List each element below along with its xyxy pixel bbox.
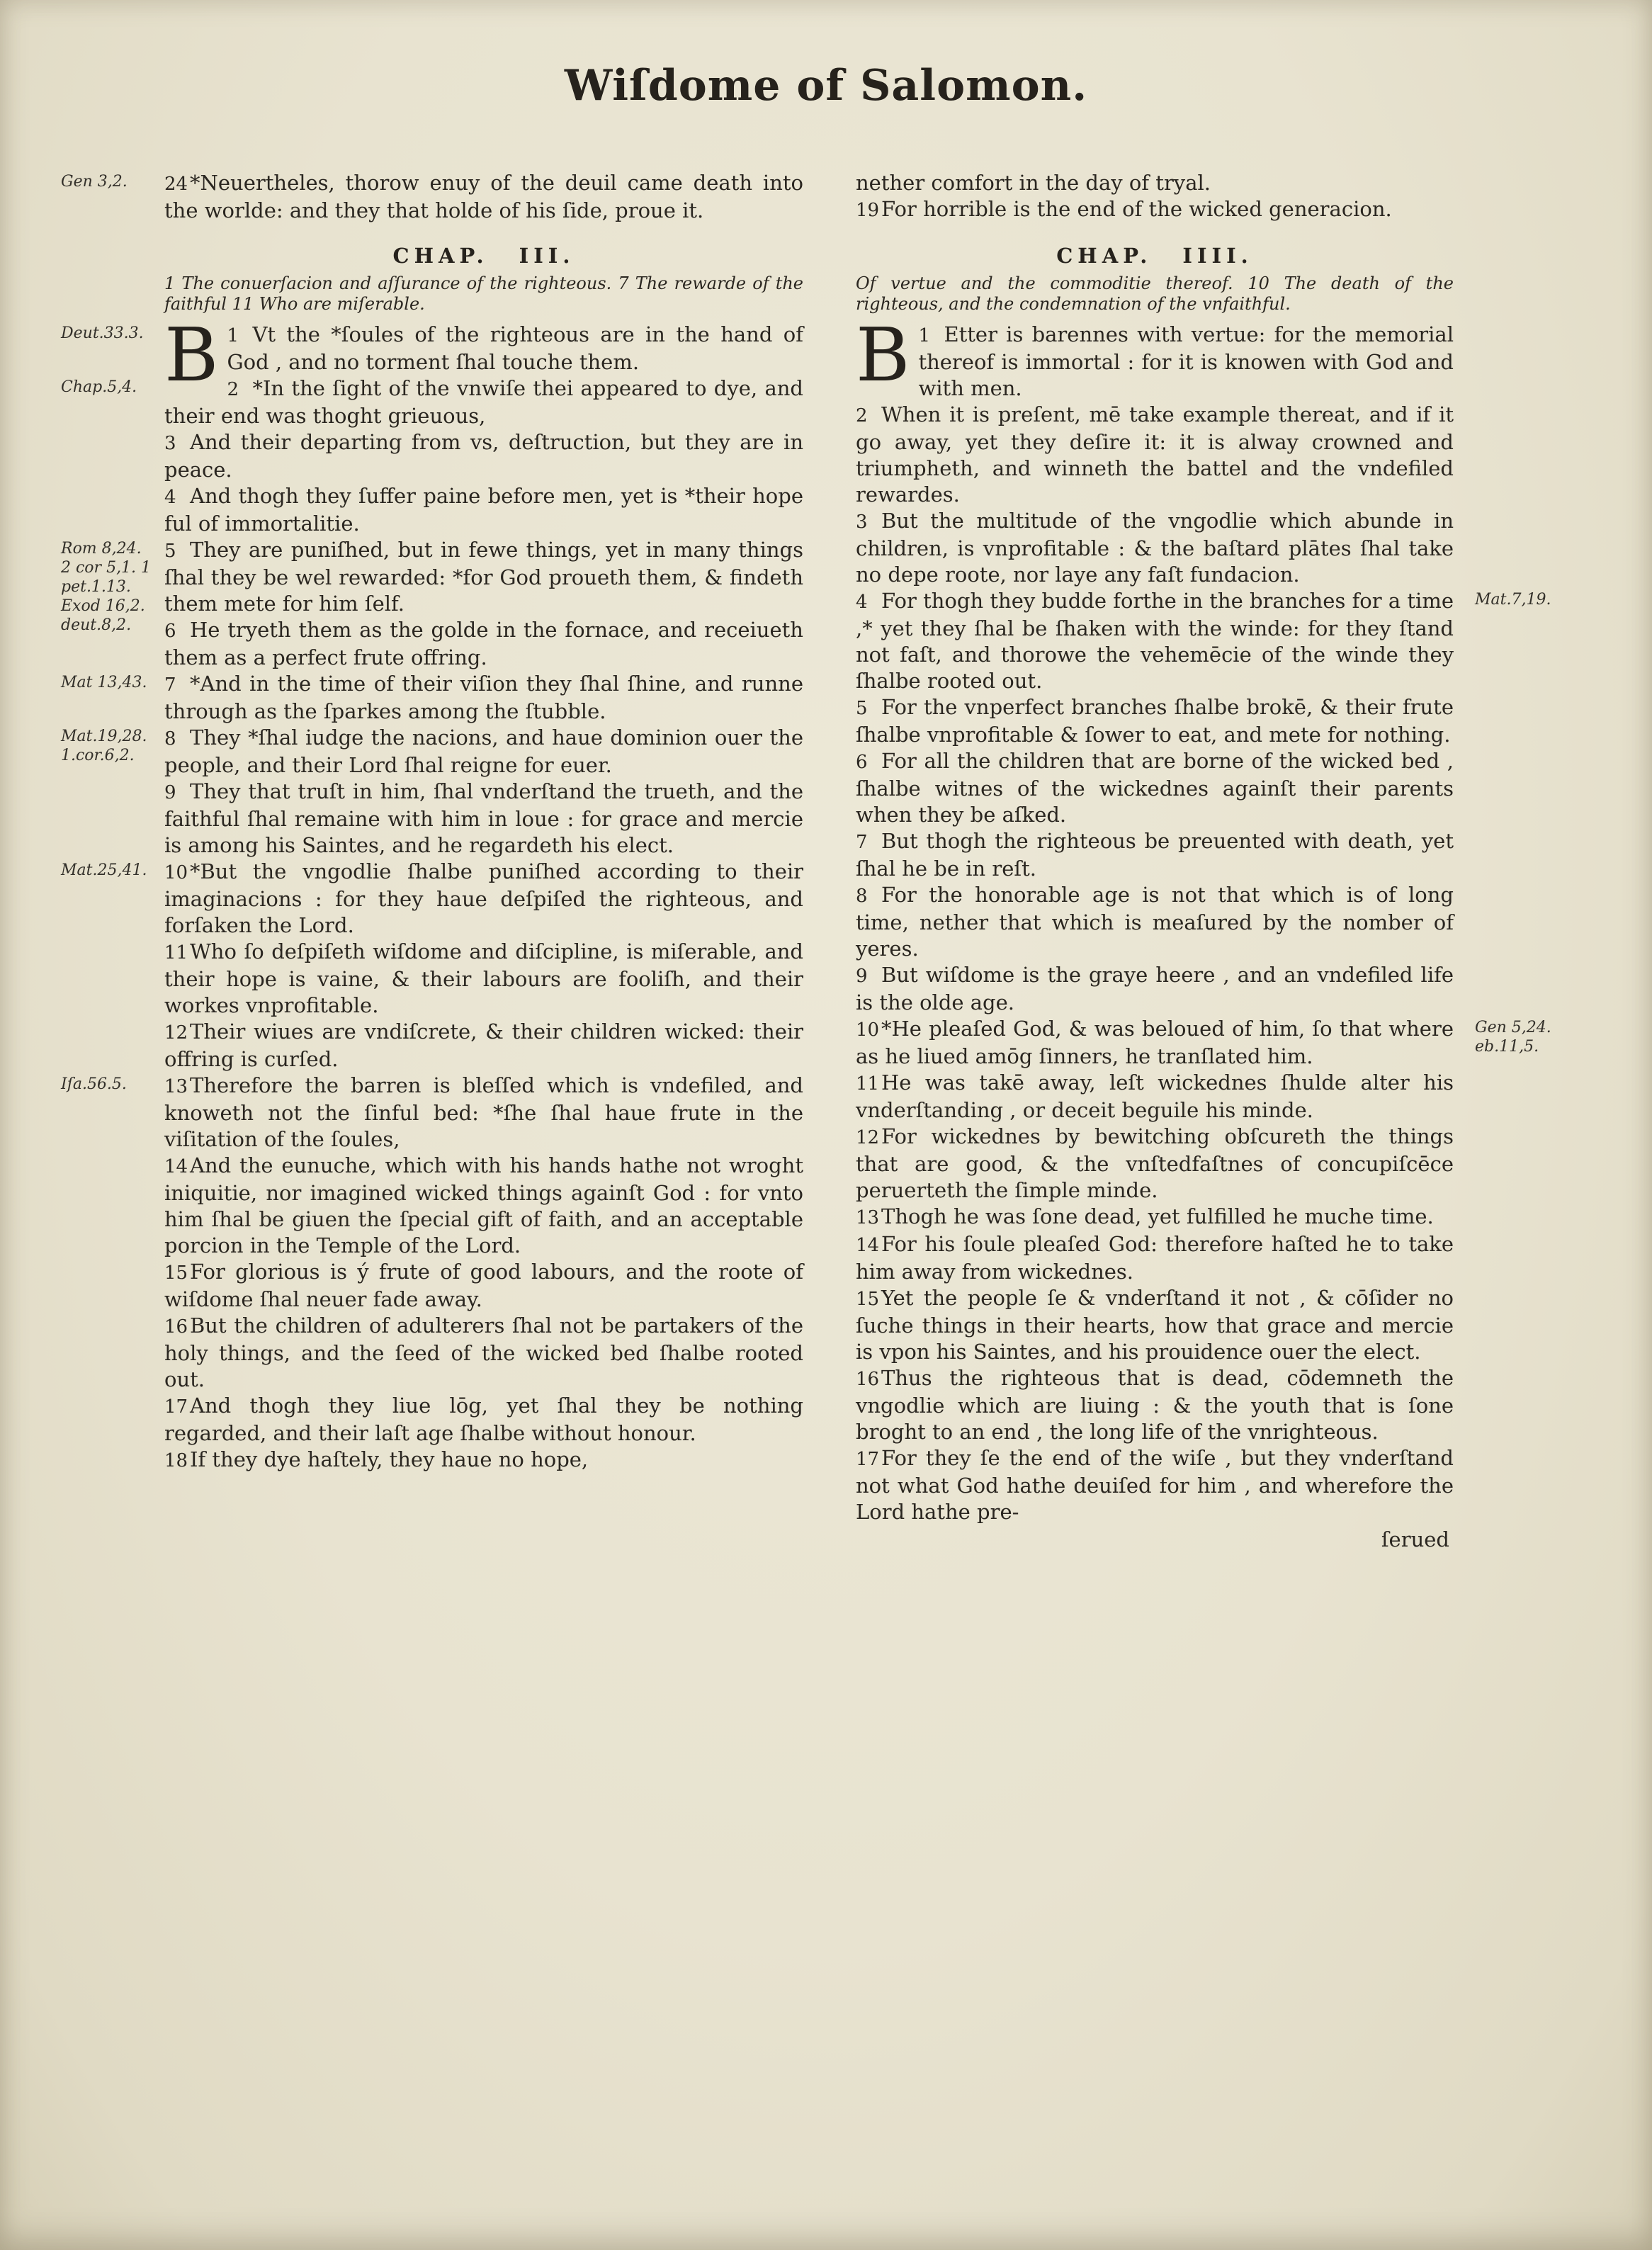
verse-number: 10 xyxy=(164,862,188,884)
verse xyxy=(61,375,803,429)
verse-number: 7 xyxy=(856,832,868,854)
left-pre-verses xyxy=(61,170,803,224)
verse xyxy=(164,1447,803,1474)
verse-text: But the children of adulterers ſhal not be partakers of the holy things, and the ſeed of the wicked bed ſhalbe rooted out. xyxy=(164,1313,803,1392)
verse xyxy=(856,196,1454,224)
margin-note: Deut.33.3. xyxy=(61,324,144,343)
verse-number: 18 xyxy=(164,1450,188,1472)
verse xyxy=(164,1393,803,1447)
verse xyxy=(164,1019,803,1073)
chapter-summary: 1 The conuerſacion and aſſurance of the righteous. 7 The rewarde of the faithful 11 Who are miſerable. xyxy=(164,273,803,315)
verse xyxy=(61,859,803,939)
verse xyxy=(164,1259,803,1313)
verse-text: And their departing from vs, deſtruction, but they are in peace. xyxy=(164,430,803,482)
verse-text: They *ſhal iudge the nacions, and haue dominion ouer the people, and their Lord ſhal reigne for euer. xyxy=(164,725,803,778)
right-pre-verses xyxy=(856,196,1454,224)
verse xyxy=(164,1153,803,1259)
verse-text: Thus the righteous that is dead, cōdemneth the vngodlie which are liuing : & the youth that is ſone broght to an end , the long life of the vnrighteous. xyxy=(856,1366,1454,1445)
margin-note: Iſa.56.5. xyxy=(61,1075,127,1094)
margin-note: Gen 3,2. xyxy=(61,173,128,191)
verse-number: 19 xyxy=(856,200,880,222)
right-verses xyxy=(856,312,1551,1525)
verse xyxy=(164,939,803,1019)
verse-number: 9 xyxy=(164,782,176,804)
margin-note: Rom 8,24. 2 cor 5,1. 1 pet.1.13. Exod 16,2. deut.8,2. xyxy=(61,540,152,635)
verse-number: 15 xyxy=(164,1262,188,1284)
verse-text: But the multitude of the vngodlie which abunde in children, is vnprofitable : & the baſtard plātes ſhal take no depe roote, nor laye any faſt fundacion. xyxy=(856,509,1454,587)
verse-text: When it is preſent, mē take example thereat, and if it go away, yet they deſire it: it is alway crowned and triumpheth, and winneth the battel and the vndefiled rewardes. xyxy=(856,402,1454,507)
verse-number: 10 xyxy=(856,1019,880,1041)
verse xyxy=(856,588,1551,694)
verse-number: 16 xyxy=(856,1369,880,1391)
verse-text: For glorious is ý frute of good labours, and the roote of wiſdome ſhal neuer fade away. xyxy=(164,1260,803,1312)
verse-number: 4 xyxy=(164,487,176,509)
chapter-summary: Of vertue and the commoditie thereof. 10 The death of the righteous, and the condemnation of the vnfaithful. xyxy=(856,273,1454,315)
verse-text: Who ſo deſpiſeth wiſdome and diſcipline, is miſerable, and their hope is vaine, & their labours are fooliſh, and their workes vnprofitable. xyxy=(164,939,803,1018)
verse-text: For horrible is the end of the wicked generacion. xyxy=(881,197,1392,222)
verse-text: For the honorable age is not that which is of long time, nether that which is meaſured by the nomber of yeres. xyxy=(856,883,1454,961)
verse xyxy=(856,508,1454,588)
verse-number: 14 xyxy=(164,1156,188,1178)
drop-cap: B xyxy=(164,312,219,399)
right-column xyxy=(856,170,1551,1553)
verse xyxy=(856,1070,1454,1124)
verse xyxy=(856,1231,1454,1285)
verse-number: 13 xyxy=(164,1076,188,1098)
verse-number: 17 xyxy=(164,1396,188,1418)
continuation-line: nether comfort in the day of tryal. xyxy=(856,171,1211,196)
verse-number: 15 xyxy=(856,1289,880,1311)
verse xyxy=(856,1124,1454,1204)
verse-number: 14 xyxy=(856,1235,880,1257)
margin-note: Mat.7,19. xyxy=(1475,591,1551,609)
verse-number: 8 xyxy=(856,886,868,908)
margin-note: Chap.5,4. xyxy=(61,378,137,397)
verse-text: *Neuertheles, thorow enuy of the deuil came death into the worlde: and they that holde of his ſide, proue it. xyxy=(164,171,803,223)
verse xyxy=(856,828,1454,882)
verse xyxy=(164,429,803,483)
margin-note: Mat.25,41. xyxy=(61,861,147,880)
verse xyxy=(856,1285,1454,1365)
verse-text: *But the vngodlie ſhalbe puniſhed according to their imaginacions : for they haue deſpiſed the righteous, and forſaken the Lord. xyxy=(164,859,803,938)
verse-number: 16 xyxy=(164,1316,188,1338)
verse-text: For the vnperfect branches ſhalbe brokē, & their frute ſhalbe vnprofitable & ſower to eat, and mete for nothing. xyxy=(856,695,1454,747)
verse-number: 7 xyxy=(164,674,176,696)
verse-text: *In the ſight of the vnwiſe thei appeared to dye, and their end was thoght grieuous, xyxy=(164,376,803,429)
verse xyxy=(61,725,803,779)
verse-number: 2 xyxy=(227,379,239,401)
verse-number: 5 xyxy=(164,541,176,562)
verse-number: 11 xyxy=(164,942,188,964)
verse xyxy=(61,537,803,635)
verse-text: And thogh they ſuffer paine before men, yet is *their hope ful of immortalitie. xyxy=(164,484,803,536)
verse xyxy=(856,748,1454,828)
verse-number: 8 xyxy=(164,728,176,750)
chapter-heading: CHAP. IIII. xyxy=(1056,244,1253,268)
verse-number: 4 xyxy=(856,592,868,614)
verse xyxy=(856,694,1454,748)
verse xyxy=(856,402,1454,508)
verse-text: And thogh they liue lōg, yet ſhal they be nothing regarded, and their laſt age ſhalbe without honour. xyxy=(164,1393,803,1446)
verse xyxy=(856,1016,1551,1070)
drop-cap: B xyxy=(856,312,910,399)
verse xyxy=(856,1365,1454,1445)
verse xyxy=(164,483,803,537)
verse xyxy=(856,1204,1454,1231)
verse xyxy=(164,617,803,671)
verse-number: 6 xyxy=(856,752,868,774)
verse-text: But thogh the righteous be preuented with death, yet ſhal he be in reſt. xyxy=(856,829,1454,881)
verse-text: He tryeth them as the golde in the fornace, and receiueth them as a perfect frute offring. xyxy=(164,618,803,670)
verse-number: 6 xyxy=(164,621,176,643)
verse xyxy=(856,882,1454,962)
margin-note: Mat.19,28. 1.cor.6,2. xyxy=(61,728,147,765)
catchword: ſerued xyxy=(1381,1527,1449,1552)
verse-text: *He pleaſed God, & was beloued of him, ſo that where as he liued amōg ſinners, he tranſlated him. xyxy=(856,1017,1454,1069)
verse xyxy=(856,312,1454,402)
verse-number: 11 xyxy=(856,1073,880,1095)
verse xyxy=(856,962,1454,1016)
verse xyxy=(164,1313,803,1393)
margin-note: Gen 5,24. eb.11,5. xyxy=(1475,1019,1551,1056)
verse-text: Yet the people ſe & vnderſtand it not , & cōſider no ſuche things in their hearts, how that grace and mercie is vpon his Saintes, and his prouidence ouer the elect. xyxy=(856,1286,1454,1364)
margin-note: Mat 13,43. xyxy=(61,674,147,692)
left-verses xyxy=(61,312,803,1474)
verse-text: Therefore the barren is bleſſed which is vndefiled, and knoweth not the ſinful bed: *ſhe ſhal haue frute in the viſitation of the ſoules, xyxy=(164,1073,803,1152)
verse-number: 24 xyxy=(164,174,188,196)
page-title: Wiſdome of Salomon. xyxy=(564,61,1088,111)
verse xyxy=(61,671,803,725)
verse-text: For wickednes by bewitching obſcureth the things that are good, & the vnſtedfaſtnes of concupiſcēce peruerteth the ſimple minde. xyxy=(856,1124,1454,1203)
verse-text: For all the children that are borne of the wicked bed , ſhalbe witnes of the wickednes againſt their parents when they be aſked. xyxy=(856,749,1454,827)
left-column xyxy=(61,170,803,1474)
verse-text: For they ſe the end of the wiſe , but they vnderſtand not what God hathe deuiſed for him , and wherefore the Lord hathe pre- xyxy=(856,1446,1454,1525)
verse-number: 1 xyxy=(227,325,239,347)
verse-text: Thogh he was ſone dead, yet fulfilled he muche time. xyxy=(881,1204,1434,1229)
verse-number: 13 xyxy=(856,1207,880,1229)
verse-number: 2 xyxy=(856,405,868,427)
verse-text: For thogh they budde forthe in the branches for a time ,* yet they ſhal be ſhaken with the winde: for they ſtand not faſt, and thorowe the vehemēcie of the winde they ſhalbe rooted out. xyxy=(856,589,1454,694)
text-body xyxy=(0,139,1652,1553)
verse-text: *And in the time of their viſion they ſhal ſhine, and runne through as the ſparkes among the ſtubble. xyxy=(164,672,803,724)
verse-number: 12 xyxy=(164,1022,188,1044)
verse-number: 1 xyxy=(918,325,930,347)
verse-number: 5 xyxy=(856,698,868,720)
verse-text: He was takē away, leſt wickednes ſhulde alter his vnderſtanding , or deceit beguile his minde. xyxy=(856,1070,1454,1123)
verse-text: For his ſoule pleaſed God: therefore haſted he to take him away from wickednes. xyxy=(856,1232,1454,1284)
verse-text: Their wiues are vndiſcrete, & their children wicked: their offring is curſed. xyxy=(164,1019,803,1072)
verse xyxy=(164,779,803,859)
verse-number: 9 xyxy=(856,966,868,988)
verse-number: 3 xyxy=(856,511,868,533)
verse xyxy=(856,1445,1454,1525)
verse-number: 3 xyxy=(164,433,176,455)
verse-text: But wiſdome is the graye heere , and an vndefiled life is the olde age. xyxy=(856,963,1454,1015)
chapter-heading: CHAP. III. xyxy=(392,244,575,268)
verse-number: 12 xyxy=(856,1127,880,1149)
verse-text: And the eunuche, which with his hands hathe not wroght iniquitie, nor imagined wicked things againſt God : for vnto him ſhal be giuen the ſpecial gift of faith, and an acceptable porcion in the Temple of the Lord. xyxy=(164,1153,803,1258)
verse-number: 17 xyxy=(856,1449,880,1471)
verse-text: Vt the *ſoules of the righteous are in the hand of God , and no torment ſhal touche them. xyxy=(227,322,803,375)
verse-text: Etter is barennes with vertue: for the memorial thereof is immortal : for it is knowen with God and with men. xyxy=(918,322,1454,401)
verse-text: If they dye haſtely, they haue no hope, xyxy=(190,1447,589,1472)
verse-text: They that truſt in him, ſhal vnderſtand the trueth, and the faithful ſhal remaine with him in loue : for grace and mercie is among his Saintes, and he regardeth his elect. xyxy=(164,779,803,858)
verse xyxy=(61,170,803,224)
verse xyxy=(61,1073,803,1153)
verse-text: They are puniſhed, but in fewe things, yet in many things ſhal they be wel rewarded: *for God proueth them, & findeth them mete for him ſelf. xyxy=(164,538,803,616)
